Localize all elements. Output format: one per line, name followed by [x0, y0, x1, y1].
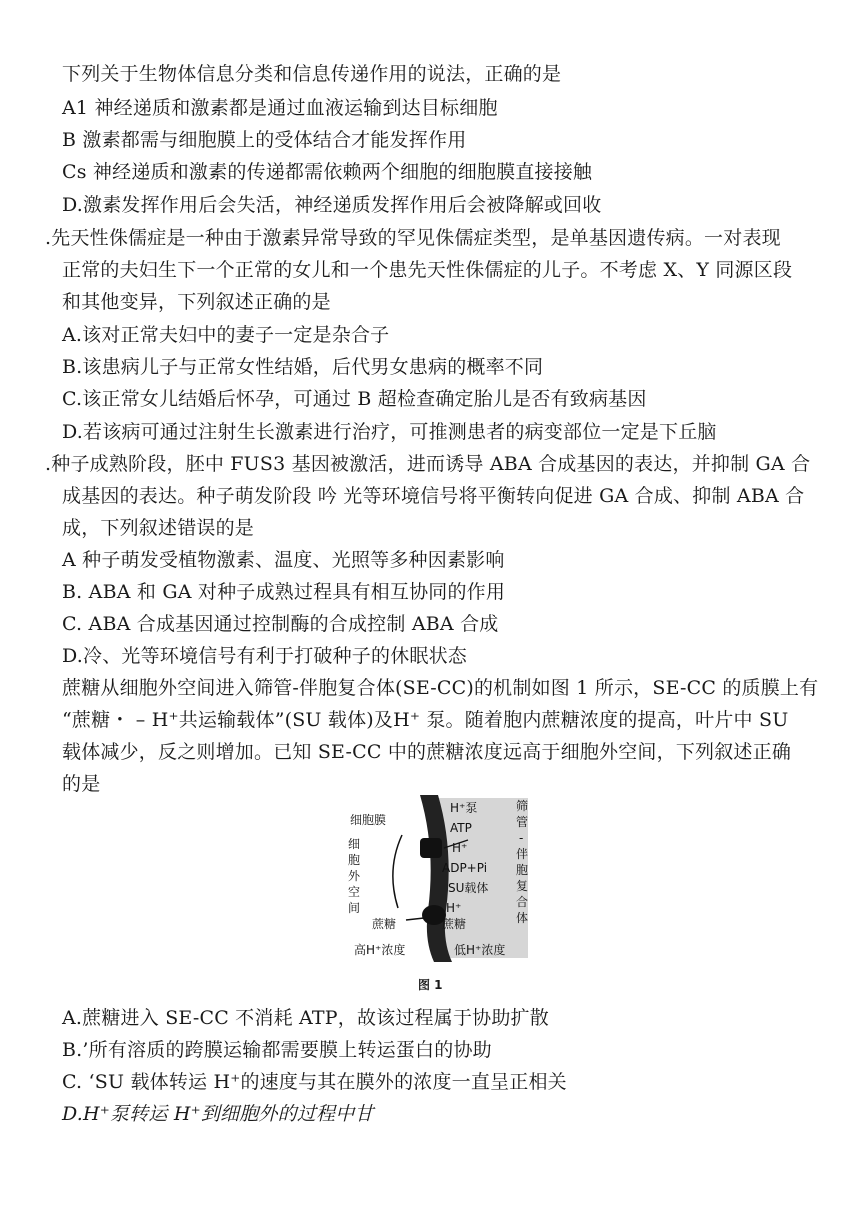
- q2-option-c: C.该正常女儿结婚后怀孕，可通过 B 超检查确定胎儿是否有致病基因: [62, 388, 647, 410]
- label-complex-4: 伴: [516, 847, 529, 861]
- figure-caption: 图 1: [418, 978, 443, 992]
- label-high-h: 高H⁺浓度: [354, 943, 406, 957]
- q3-option-b: B. ABA 和 GA 对种子成熟过程具有相互协同的作用: [62, 581, 506, 603]
- label-outside-2: 胞: [348, 853, 361, 867]
- q1-stem: 下列关于生物体信息分类和信息传递作用的说法，正确的是: [62, 63, 562, 85]
- q2-stem-line1: .先天性侏儒症是一种由于激素异常导致的罕见侏儒症类型，是单基因遗传病。一对表现: [45, 227, 781, 249]
- label-complex-2: 管: [516, 815, 529, 829]
- q1-option-a: A1 神经递质和激素都是通过血液运输到达目标细胞: [62, 97, 498, 119]
- label-outside-4: 空: [348, 885, 361, 899]
- q3-option-a: A 种子萌发受植物激素、温度、光照等多种因素影响: [62, 549, 505, 571]
- label-h-ion-2: H⁺: [446, 901, 462, 915]
- q3-option-d: D.冷、光等环境信号有利于打破种子的休眠状态: [62, 645, 467, 667]
- q3-stem-line3: 成，下列叙述错误的是: [62, 517, 255, 539]
- q4-option-c: C. ‘SU 载体转运 H⁺的速度与其在膜外的浓度一直呈正相关: [62, 1071, 567, 1093]
- label-low-h: 低H⁺浓度: [454, 943, 506, 957]
- label-membrane: 细胞膜: [350, 813, 387, 827]
- label-complex-3: -: [519, 831, 524, 845]
- label-outside-3: 外: [348, 869, 361, 883]
- label-complex-5: 胞: [516, 863, 529, 877]
- q2-stem-line2: 正常的夫妇生下一个正常的女儿和一个患先天性侏儒症的儿子。不考虑 X、Y 同源区段: [62, 259, 793, 281]
- label-outside-5: 间: [348, 901, 361, 915]
- label-adp-pi: ADP+Pi: [442, 861, 488, 875]
- q2-option-b: B.该患病儿子与正常女性结婚，后代男女患病的概率不同: [62, 356, 544, 378]
- q4-stem-line2: “蔗糖・ – H⁺共运输载体”(SU 载体)及H⁺ 泵。随着胞内蔗糖浓度的提高，叶片中 SU: [62, 709, 789, 731]
- q2-option-d: D.若该病可通过注射生长激素进行治疗，可推测患者的病变部位一定是下丘脑: [62, 421, 717, 443]
- label-h-ion-1: H⁺: [452, 841, 468, 855]
- h-pump-protein: [420, 838, 442, 858]
- q4-stem-line1: 蔗糖从细胞外空间进入筛管-伴胞复合体(SE-CC)的机制如图 1 所示，SE-CC 的质膜上有: [62, 677, 819, 699]
- label-h-pump: H⁺泵: [450, 801, 478, 815]
- q4-option-d: D.H⁺泵转运 H⁺到细胞外的过程中甘: [62, 1103, 374, 1125]
- label-sucrose-out: 蔗糖: [372, 917, 397, 931]
- q3-stem-line2: 成基因的表达。种子萌发阶段 吟 光等环境信号将平衡转向促进 GA 合成、抑制 ABA 合: [62, 485, 805, 507]
- label-complex-8: 体: [516, 911, 529, 925]
- q2-stem-line3: 和其他变异，下列叙述正确的是: [62, 291, 331, 313]
- q1-option-b: B 激素都需与细胞膜上的受体结合才能发挥作用: [62, 129, 467, 151]
- sucrose-arrow: [406, 918, 424, 920]
- q3-stem-line1: .种子成熟阶段，胚中 FUS3 基因被激活，进而诱导 ABA 合成基因的表达，并抑制 GA 合: [45, 453, 811, 475]
- label-su-carrier: SU载体: [448, 881, 489, 895]
- label-complex-7: 合: [516, 895, 529, 909]
- label-complex-1: 筛: [516, 799, 529, 813]
- q3-option-c: C. ABA 合成基因通过控制酶的合成控制 ABA 合成: [62, 613, 499, 635]
- label-sucrose-in: 蔗糖: [442, 917, 467, 931]
- q1-option-c: Cs 神经递质和激素的传递都需依赖两个细胞的细胞膜直接接触: [62, 161, 593, 183]
- figure-1-diagram: [338, 790, 538, 965]
- q4-option-b: B.’所有溶质的跨膜运输都需要膜上转运蛋白的协助: [62, 1039, 492, 1061]
- q2-option-a: A.该对正常夫妇中的妻子一定是杂合子: [62, 324, 390, 346]
- q1-option-d: D.激素发挥作用后会失活，神经递质发挥作用后会被降解或回收: [62, 194, 602, 216]
- q4-option-a: A.蔗糖进入 SE-CC 不消耗 ATP，故该过程属于协助扩散: [62, 1007, 549, 1029]
- q4-stem-line3: 载体减少，反之则增加。已知 SE-CC 中的蔗糖浓度远高于细胞外空间，下列叙述正确: [62, 741, 792, 763]
- label-outside-1: 细: [348, 837, 361, 851]
- q4-stem-line4: 的是: [62, 773, 101, 795]
- label-complex-6: 复: [516, 879, 529, 893]
- h-cycle-arrow: [393, 835, 402, 908]
- label-atp: ATP: [450, 821, 472, 835]
